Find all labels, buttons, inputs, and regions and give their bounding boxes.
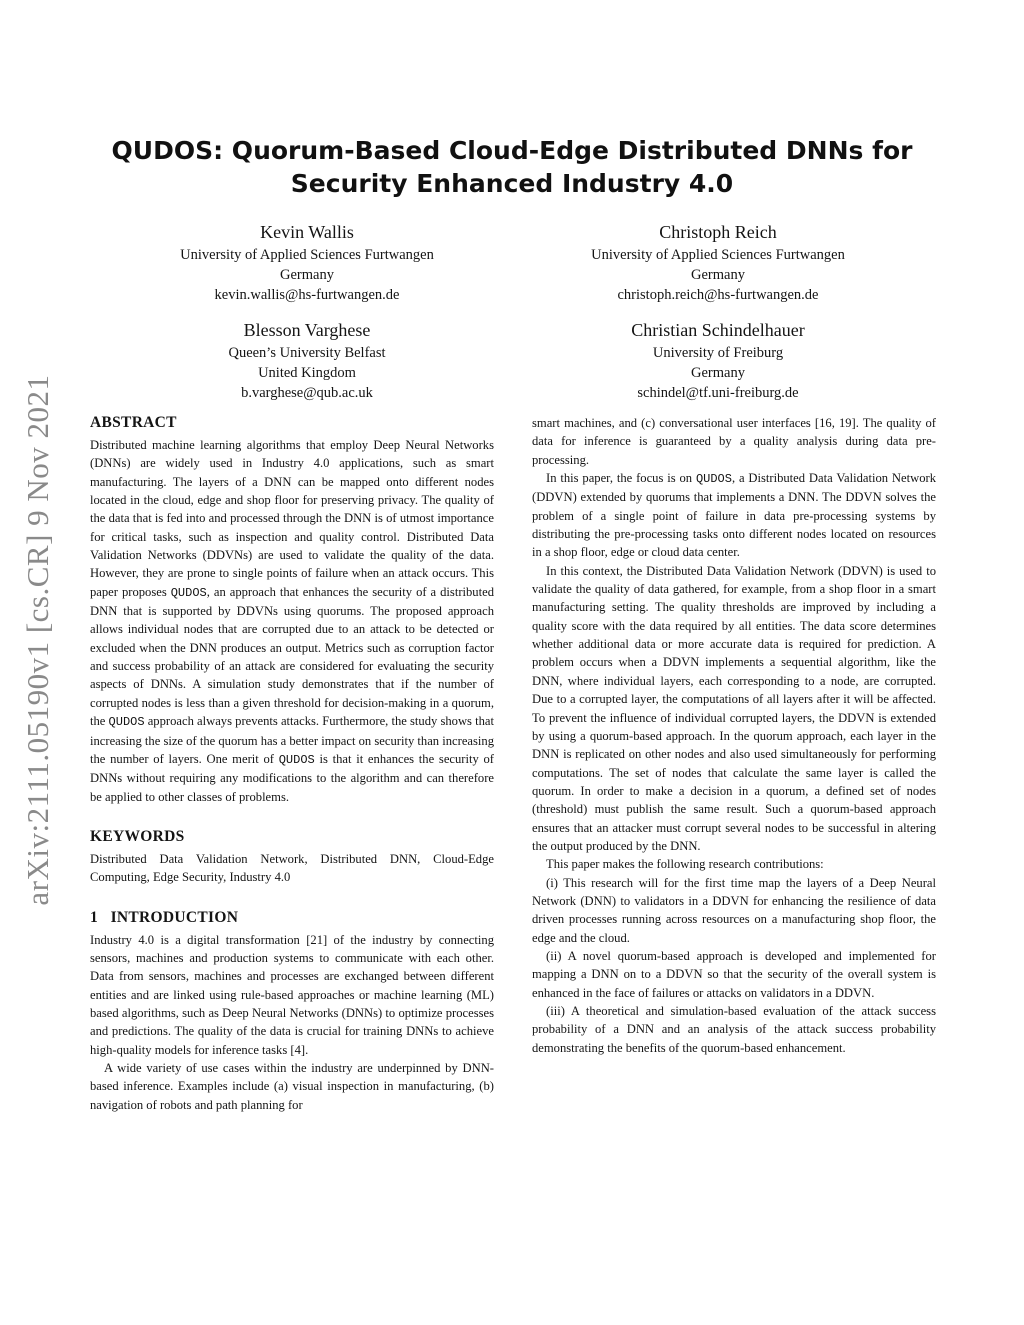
keywords-heading: KEYWORDS [90, 827, 185, 845]
introduction-heading: 1 INTRODUCTION [90, 908, 239, 926]
author-name: Christoph Reich [659, 222, 777, 242]
contribution-3: (iii) A theoretical and simulation-based evaluation of the attack success probability of a DNN and an analysis of the attack success probability demonstrating the benefits of the quorum-based enhancement. [532, 1004, 936, 1055]
arxiv-identifier: arXiv:2111.05190v1 [cs.CR] 9 Nov 2021 [20, 374, 55, 906]
intro-paragraph-1: Industry 4.0 is a digital transformation [21] of the industry by connecting sensors, machines and production systems to communicate with each other. Data from sensors, machines and processes are exchanged between different entities and are linked using rule-based approaches or machine learning (ML) based algorithms, such as Deep Neural Networks (DNNs) to optimize processes and predictions. The quality of the data is crucial for training DNNs to achieve high-quality models for inference tasks [4]. [90, 932, 494, 1057]
abstract-heading: ABSTRACT [90, 414, 177, 431]
author-block-4 [508, 318, 928, 403]
left-column [90, 412, 494, 1114]
right-column [532, 414, 936, 1057]
author-name: Christian Schindelhauer [631, 320, 805, 340]
author-country: Germany [691, 365, 745, 381]
keywords-text: Distributed Data Validation Network, Distributed DNN, Cloud-Edge Computing, Edge Security, Industry 4.0 [90, 851, 494, 885]
author-country: Germany [691, 267, 745, 283]
contribution-1: (i) This research will for the first time map the layers of a Deep Neural Network (DNN) to validators in a DDVN for enhancing the resilience of data driven processes running across resources on a manufacturing shop floor, the edge and the cloud. [532, 875, 936, 945]
author-name: Blesson Varghese [243, 320, 371, 340]
contribution-2: (ii) A novel quorum-based approach is developed and implemented for mapping a DNN on to a DDVN so that the security of the overall system is enhanced in the face of failures or attacks on validators in a DDVN. [532, 948, 936, 1000]
author-email: christoph.reich@hs-furtwangen.de [617, 287, 819, 303]
author-name: Kevin Wallis [260, 222, 354, 242]
right-paragraph-2: In this paper, the focus is on QUDOS, a Distributed Data Validation Network (DDVN) extended by quorums that implements a DNN. The DDVN solves the problem of a single point of failure in data pre-processing systems by distributing the pre-processing tasks onto different nodes located on resources in a shop floor, edge or cloud data center. [532, 471, 936, 560]
right-paragraph-3: In this context, the Distributed Data Validation Network (DDVN) is used to validate the quality of data gathered, for example, from a shop floor in a smart manufacturing setting. The quality thresholds are improved by including a quality score with the data required by all entities. The data score determines whether additional data or more accurate data is required for prediction. A problem occurs when a DDVN implements a sequential algorithm, like the DNN, where individual layers, each corresponding to a node, are corrupted. Due to a corrupted layer, the computations of all layers after it will be affected. To prevent the influence of individual corrupted layers, the DDVN is extended by using a quorum-based approach. In the quorum approach, each layer in the DNN is replicated on other nodes and also used simultaneously for performing computations. The set of nodes that calculate the same layer is called the quorum. In order to make a decision in a quorum, a defined set of nodes (threshold) must publish the same result. Such a quorum-based approach ensures that an attacker must corrupt several nodes to be successful in altering the output produced by the DNN. [532, 563, 936, 853]
author-country: United Kingdom [258, 365, 356, 381]
qudos-mono: QUDOS [695, 472, 732, 487]
author-block-3 [97, 318, 517, 403]
abstract-text: Distributed machine learning algorithms that employ Deep Neural Networks (DNNs) are widely used in Industry 4.0 applications, such as smart manufacturing. The layers of a DNN can be mapped onto different nodes located in the cloud, edge and shop floor for preserving privacy. The quality of the data that is fed into and processed through the DNN is of utmost importance for critical tasks, such as inspection and quality control. Distributed Data Validation Networks (DDVNs) are used to validate the quality of the data. However, they are prone to single points of failure when an attack occurs. This paper proposes QUDOS, an approach that enhances the security of a distributed DNN that is supported by DDVNs using quorums. The proposed approach allows individual nodes that are corrupted due to an attack to be detected or excluded when the DNN produces an output. Metrics such as corruption factor and success probability of an attack are considered for evaluating the security aspects of DNNs. A simulation study demonstrates that if the number of corrupted nodes is less than a given threshold for decision-making in a quorum, the QUDOS approach always prevents attacks. Furthermore, the study shows that increasing the size of the quorum has a better impact on security than increasing the number of layers. One merit of QUDOS is that it enhances the security of DNNs without requiring any modifications to the algorithm and can therefore be applied to other classes of problems. [90, 438, 495, 804]
author-affiliation: University of Applied Sciences Furtwangen [591, 247, 845, 263]
author-email: kevin.wallis@hs-furtwangen.de [214, 287, 400, 303]
author-block-1 [97, 220, 517, 305]
intro-paragraph-2: A wide variety of use cases within the industry are underpinned by DNN-based inference. Examples include (a) visual inspection in manufacturing, (b) navigation of robots and path planning for [90, 1060, 494, 1112]
paper-title: QUDOS: Quorum-Based Cloud-Edge Distributed DNNs for Security Enhanced Industry 4.0 [111, 136, 913, 198]
contributions-intro: This paper makes the following research contributions: [546, 857, 824, 872]
qudos-mono: QUDOS [108, 715, 145, 730]
author-country: Germany [280, 267, 334, 283]
qudos-mono: QUDOS [170, 585, 207, 600]
author-affiliation: Queen’s University Belfast [228, 345, 386, 361]
author-email: b.varghese@qub.ac.uk [241, 385, 373, 401]
author-email: schindel@tf.uni-freiburg.de [637, 385, 799, 401]
right-paragraph-1: smart machines, and (c) conversational user interfaces [16, 19]. The quality of data for inference is guaranteed by a quality analysis during data pre-processing. [532, 416, 936, 467]
author-affiliation: University of Applied Sciences Furtwangen [180, 247, 434, 263]
author-affiliation: University of Freiburg [652, 345, 784, 361]
qudos-mono: QUDOS [278, 752, 315, 767]
author-block-2 [508, 220, 928, 305]
